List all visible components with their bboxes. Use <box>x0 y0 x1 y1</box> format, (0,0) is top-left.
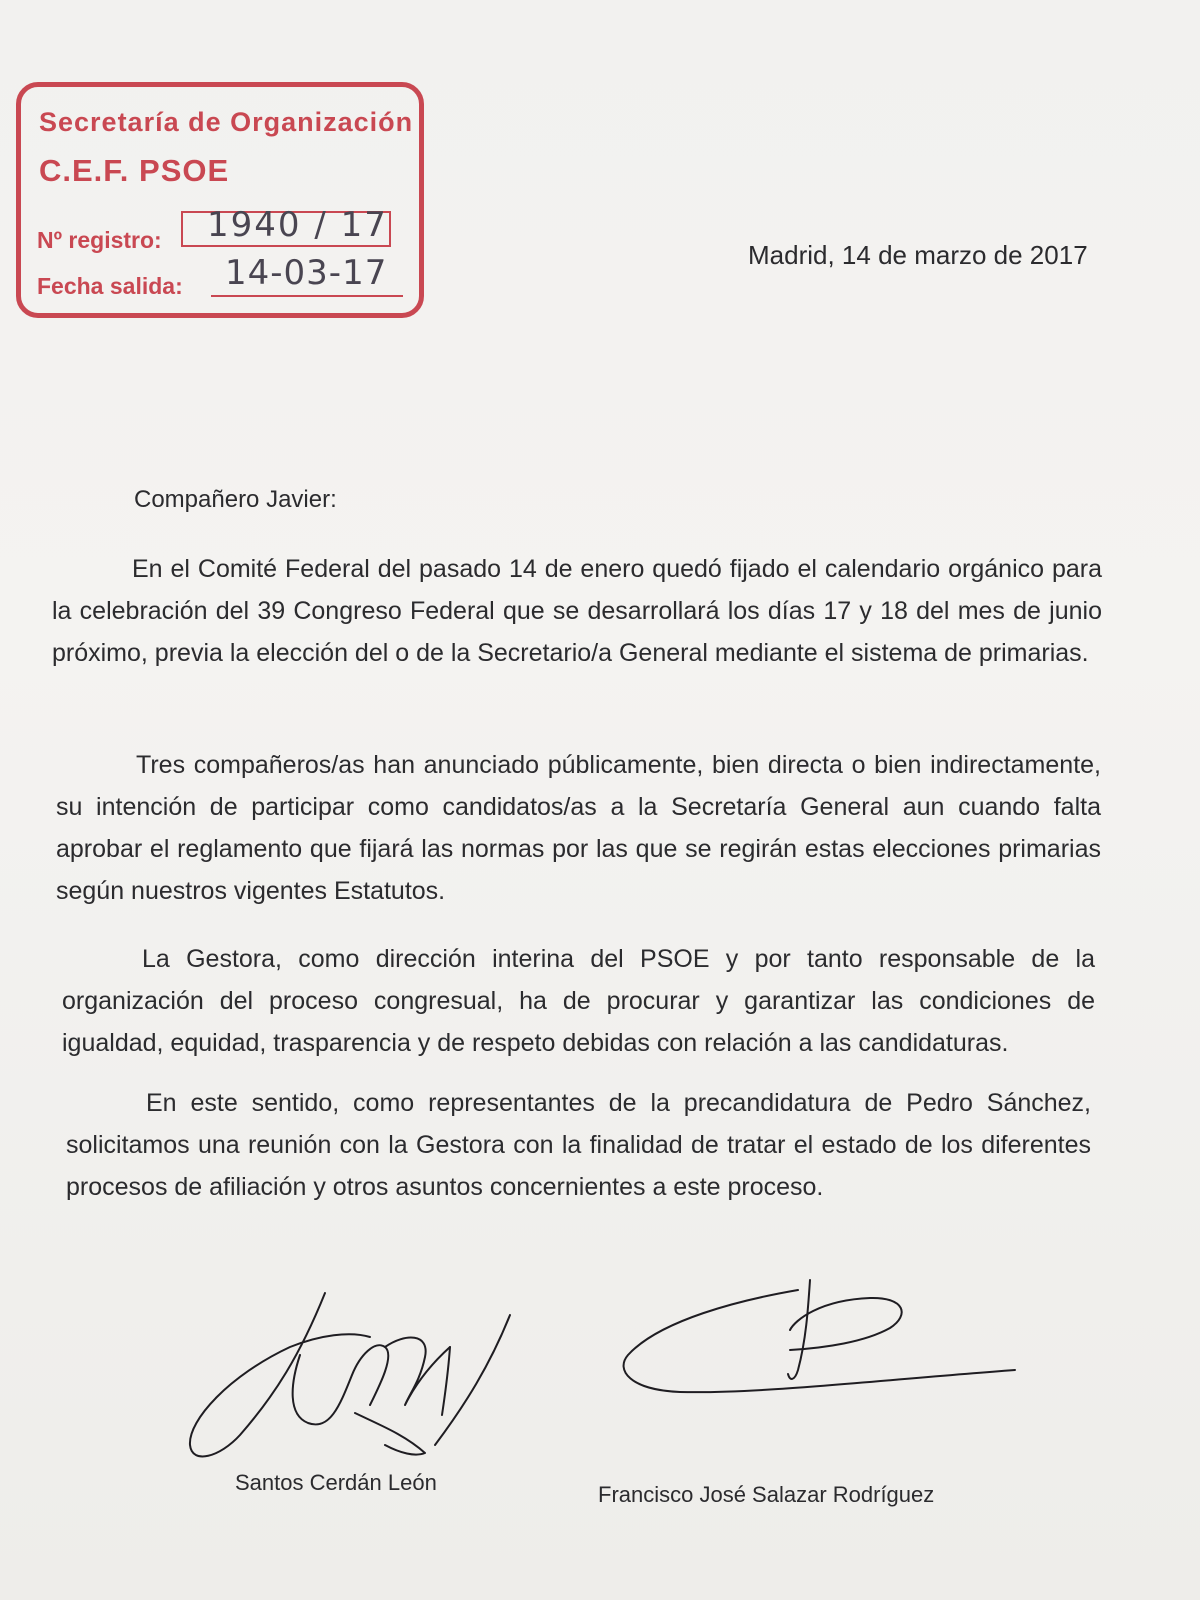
signer-1-name: Santos Cerdán León <box>235 1470 437 1495</box>
paragraph-2: Tres compañeros/as han anunciado públicamente, bien directa o bien indirectamente, su intención de participar como candidatos/as a la Secretaría General aun cuando falta aprobar el reglamento que fijará las normas por las que se regirán estas elecciones primarias según nuestros vigentes Estatutos. <box>56 751 1101 905</box>
signature-salazar <box>620 1270 1020 1440</box>
registry-stamp <box>16 82 424 318</box>
stamp-department: Secretaría de Organización <box>39 107 414 137</box>
place-and-date: Madrid, 14 de marzo de 2017 <box>748 240 1088 270</box>
salutation: Compañero Javier: <box>134 486 337 513</box>
paragraph-4: En este sentido, como representantes de la precandidatura de Pedro Sánchez, solicitamos una reunión con la Gestora con la finalidad de tratar el estado de los diferentes procesos de afiliación y otros asuntos concernientes a este proceso. <box>66 1089 1091 1201</box>
signer-2-name: Francisco José Salazar Rodríguez <box>598 1482 935 1507</box>
stamp-fecha-line <box>211 295 403 297</box>
stamp-fecha-value: 14-03-17 <box>225 253 388 293</box>
stamp-organization: C.E.F. PSOE <box>39 153 230 188</box>
stamp-fecha-label: Fecha salida: <box>37 273 183 299</box>
stamp-registro-label: Nº registro: <box>37 227 162 253</box>
paragraph-3: La Gestora, como dirección interina del PSOE y por tanto responsable de la organización del proceso congresual, ha de procurar y garantizar las condiciones de igualdad, equidad, trasparencia y de respeto debidas con relación a las candidaturas. <box>62 945 1095 1057</box>
signature-santos-cerdan <box>180 1285 540 1485</box>
paragraph-1: En el Comité Federal del pasado 14 de enero quedó fijado el calendario orgánico para la celebración del 39 Congreso Federal que se desarrollará los días 17 y 18 del mes de junio próximo, previa la elección del o de la Secretario/a General mediante el sistema de primarias. <box>52 555 1102 667</box>
stamp-registro-value: 1940 / 17 <box>207 205 388 245</box>
